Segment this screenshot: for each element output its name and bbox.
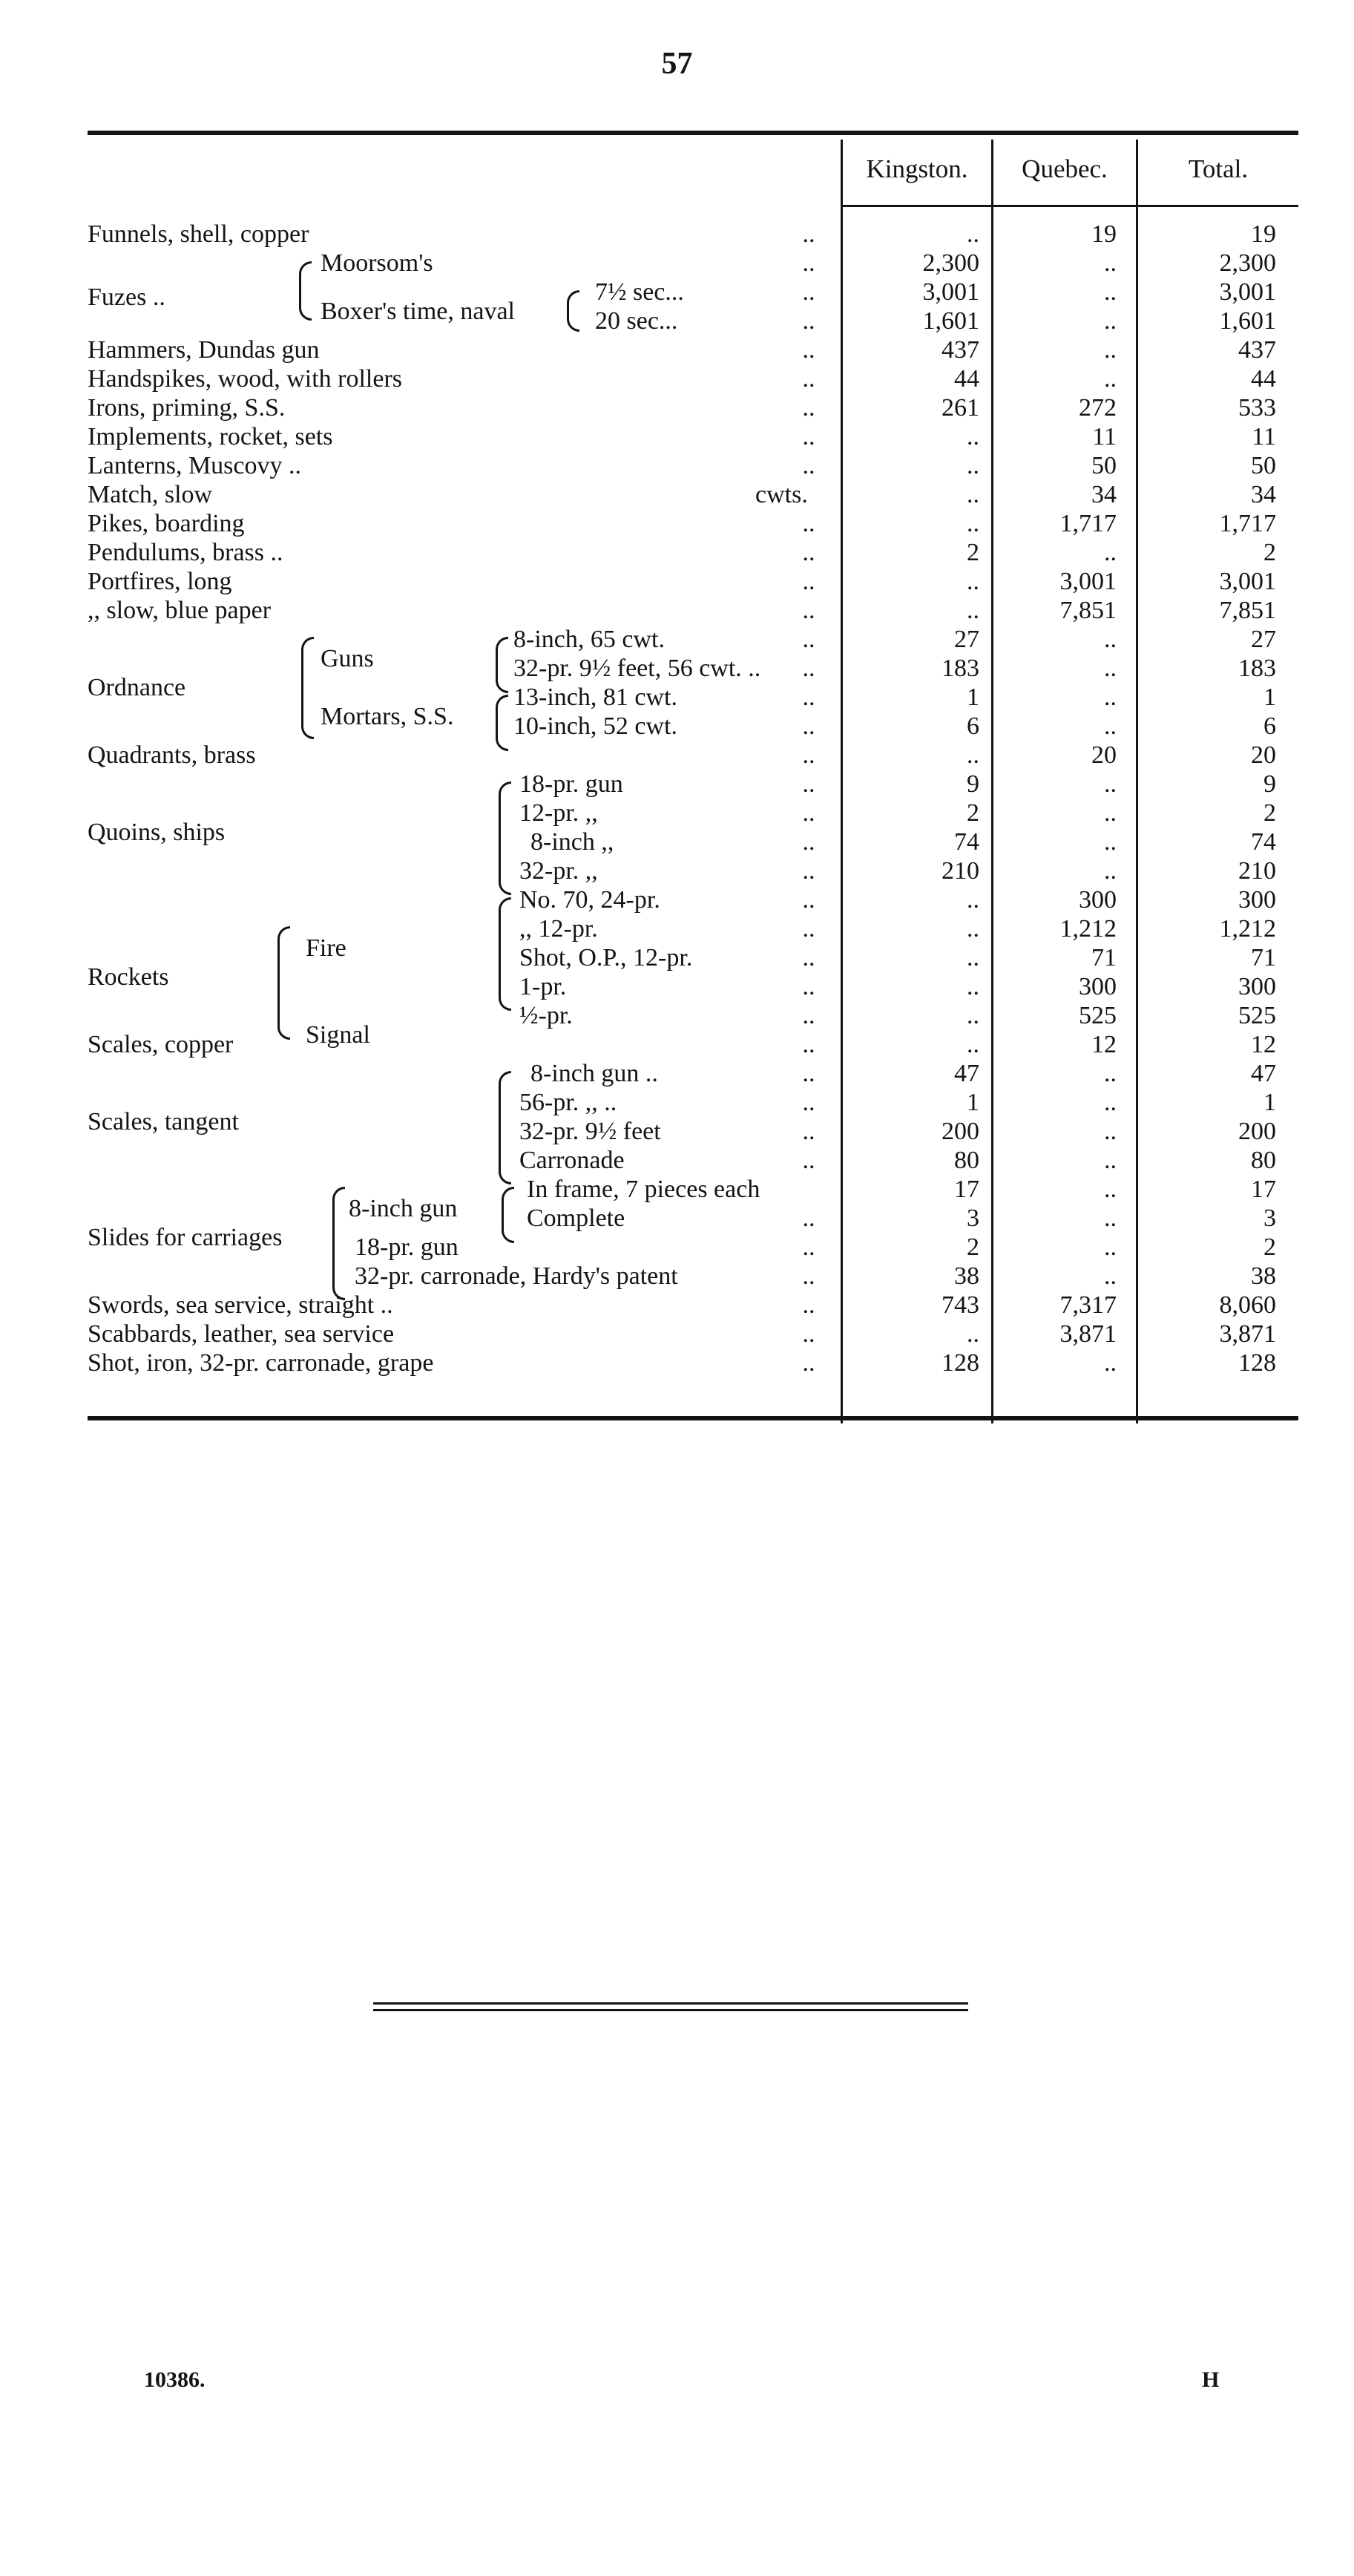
cell-total: 11 — [1252, 423, 1276, 450]
table-row — [0, 1146, 1354, 1175]
cell-quebec: .. — [1104, 684, 1117, 711]
leader-dots: .. — [802, 712, 815, 740]
table-row — [0, 1030, 1354, 1059]
cell-quebec: 272 — [1079, 394, 1117, 422]
table-row — [0, 451, 1354, 480]
cell-total: 2 — [1263, 1233, 1276, 1261]
cell-quebec: 7,851 — [1059, 597, 1117, 624]
leader-dots: .. — [802, 1233, 815, 1261]
table-row — [0, 220, 1354, 249]
cell-total: 3 — [1263, 1205, 1276, 1232]
cell-quebec: .. — [1104, 1118, 1117, 1145]
cell-total: 128 — [1238, 1349, 1276, 1377]
cell-total: 19 — [1251, 220, 1276, 248]
cell-total: 50 — [1251, 452, 1276, 479]
cell-quebec: .. — [1104, 1349, 1117, 1377]
group-label-fuzes: Fuzes .. — [88, 284, 165, 311]
cell-kingston: 261 — [941, 394, 979, 422]
cell-kingston: 210 — [941, 857, 979, 885]
brace-rockets-fire — [499, 897, 511, 1011]
row-label: Irons, priming, S.S. — [88, 394, 286, 422]
cell-quebec: .. — [1104, 770, 1117, 798]
group-label-rockets: Rockets — [88, 963, 169, 991]
table-row — [0, 914, 1354, 943]
leader-dots: .. — [802, 452, 815, 479]
group-label-quoins: Quoins, ships — [88, 819, 226, 846]
leader-dots: .. — [802, 944, 815, 971]
cell-kingston: 128 — [941, 1349, 979, 1377]
column-header-quebec: Quebec. — [1022, 154, 1108, 183]
row-label: Swords, sea service, straight .. — [88, 1291, 393, 1319]
brace-fuzes — [299, 261, 312, 321]
leader-dots: .. — [802, 857, 815, 885]
cell-quebec: 300 — [1079, 886, 1117, 914]
cell-total: 9 — [1263, 770, 1276, 798]
row-sublabel: 13-inch, 81 cwt. — [513, 684, 677, 711]
cell-kingston: 200 — [941, 1118, 979, 1145]
cell-kingston: 743 — [941, 1291, 979, 1319]
cell-total: 38 — [1251, 1262, 1276, 1290]
cell-kingston: 80 — [954, 1147, 979, 1174]
table-row — [0, 885, 1354, 914]
cell-total: 183 — [1238, 655, 1276, 682]
leader-dots: .. — [802, 336, 815, 364]
table-row — [0, 625, 1354, 654]
row-sublabel: Moorsom's — [321, 249, 433, 277]
table-bottom-rule — [88, 1416, 1298, 1420]
cell-total: 2,300 — [1219, 249, 1276, 277]
table-row — [0, 972, 1354, 1001]
cell-kingston: .. — [967, 973, 979, 1000]
leader-dots: .. — [802, 510, 815, 537]
cell-kingston: 3,001 — [922, 278, 979, 306]
cell-total: 437 — [1238, 336, 1276, 364]
row-sublabel: 8-inch ,, — [530, 828, 614, 856]
group-label-scales-tangent: Scales, tangent — [88, 1108, 239, 1135]
group-label-boxers-time: Boxer's time, naval — [321, 298, 516, 325]
table-row — [0, 1348, 1354, 1377]
leader-dots: .. — [802, 1031, 815, 1058]
group-label-slides: Slides for carriages — [88, 1224, 283, 1251]
leader-dots: .. — [802, 915, 815, 943]
group-label-guns: Guns — [321, 645, 374, 672]
cell-kingston: 38 — [954, 1262, 979, 1290]
cell-total: 3,001 — [1219, 568, 1276, 595]
row-sublabel: 12-pr. ,, — [519, 799, 598, 827]
table-row — [0, 480, 1354, 509]
cell-total: 3,001 — [1219, 278, 1276, 306]
cell-quebec: .. — [1104, 249, 1117, 277]
leader-dots: .. — [802, 539, 815, 566]
cell-kingston: 9 — [967, 770, 979, 798]
table-row — [0, 770, 1354, 799]
decorative-double-rule — [373, 2002, 968, 2005]
leader-dots: .. — [802, 1349, 815, 1377]
row-sublabel: ½-pr. — [519, 1002, 573, 1029]
row-label: Pendulums, brass .. — [88, 539, 283, 566]
decorative-double-rule-lower — [373, 2009, 968, 2011]
table-row — [0, 307, 1354, 335]
brace-slides-8inch — [502, 1187, 514, 1243]
leader-dots: .. — [802, 1291, 815, 1319]
row-label: Hammers, Dundas gun — [88, 336, 320, 364]
cell-quebec: .. — [1104, 655, 1117, 682]
cell-quebec: .. — [1104, 828, 1117, 856]
cell-quebec: .. — [1104, 857, 1117, 885]
cell-kingston: .. — [967, 915, 979, 943]
footer-print-number: 10386. — [144, 2367, 206, 2392]
row-sublabel: 18-pr. gun — [519, 770, 623, 798]
cell-total: 1 — [1263, 1089, 1276, 1116]
cell-quebec: .. — [1104, 1089, 1117, 1116]
column-header-total: Total. — [1188, 154, 1249, 183]
group-label-signal: Signal — [306, 1021, 370, 1049]
cell-quebec: 3,001 — [1059, 568, 1117, 595]
cell-kingston: .. — [967, 1320, 979, 1348]
cell-quebec: .. — [1104, 1060, 1117, 1087]
row-label: Handspikes, wood, with rollers — [88, 365, 403, 393]
leader-dots: .. — [802, 278, 815, 306]
leader-dots: .. — [802, 799, 815, 827]
leader-dots: .. — [802, 568, 815, 595]
table-row — [0, 654, 1354, 683]
table-row — [0, 567, 1354, 596]
cell-total: 71 — [1251, 944, 1276, 971]
cell-total: 300 — [1238, 886, 1276, 914]
cell-total: 210 — [1238, 857, 1276, 885]
brace-mortars — [496, 695, 508, 751]
cell-quebec: 1,717 — [1059, 510, 1117, 537]
table-row — [0, 422, 1354, 451]
cell-total: 300 — [1238, 973, 1276, 1000]
cell-kingston: .. — [967, 597, 979, 624]
brace-boxers — [567, 290, 579, 332]
cell-quebec: 525 — [1079, 1002, 1117, 1029]
row-sublabel: 20 sec... — [595, 307, 678, 335]
cell-kingston: 3 — [967, 1205, 979, 1232]
column-header-kingston: Kingston. — [866, 154, 968, 183]
leader-dots: .. — [802, 973, 815, 1000]
brace-ordnance — [301, 637, 314, 739]
cell-kingston: .. — [967, 481, 979, 508]
table-row — [0, 741, 1354, 770]
row-sublabel: 8-inch, 65 cwt. — [513, 626, 665, 653]
table-row — [0, 249, 1354, 278]
cell-quebec: .. — [1104, 1233, 1117, 1261]
leader-dots: .. — [802, 655, 815, 682]
group-label-ordnance: Ordnance — [88, 674, 186, 701]
page-number: 57 — [661, 47, 693, 81]
row-sublabel: 32-pr. ,, — [519, 857, 598, 885]
row-label: Match, slow — [88, 481, 213, 508]
leader-dots: .. — [802, 1002, 815, 1029]
cell-quebec: 11 — [1092, 423, 1117, 450]
row-sublabel: 32-pr. 9½ feet, 56 cwt. .. — [513, 655, 761, 682]
cell-total: 7,851 — [1219, 597, 1276, 624]
cell-total: 1,212 — [1219, 915, 1276, 943]
cell-total: 1 — [1263, 684, 1276, 711]
cell-total: 20 — [1251, 741, 1276, 769]
leader-dots: .. — [802, 626, 815, 653]
cell-kingston: .. — [967, 423, 979, 450]
cell-total: 80 — [1251, 1147, 1276, 1174]
cell-total: 8,060 — [1219, 1291, 1276, 1319]
table-row — [0, 1001, 1354, 1030]
cell-kingston: 2,300 — [922, 249, 979, 277]
table-row — [0, 509, 1354, 538]
cell-kingston: 27 — [954, 626, 979, 653]
row-sublabel: 1-pr. — [519, 973, 567, 1000]
row-sublabel: 8-inch gun .. — [530, 1060, 658, 1087]
leader-dots: .. — [802, 1320, 815, 1348]
cell-kingston: .. — [967, 220, 979, 248]
cell-quebec: 3,871 — [1059, 1320, 1117, 1348]
table-row — [0, 538, 1354, 567]
cell-kingston: .. — [967, 886, 979, 914]
leader-dots: .. — [802, 770, 815, 798]
table-row — [0, 364, 1354, 393]
brace-scales-tangent — [499, 1071, 511, 1184]
footer-signature-mark: H — [1202, 2367, 1220, 2392]
cell-kingston: 1 — [967, 1089, 979, 1116]
brace-rockets — [277, 926, 290, 1040]
cell-kingston: 2 — [967, 799, 979, 827]
row-label: Scales, copper — [88, 1031, 234, 1058]
row-sublabel: No. 70, 24-pr. — [519, 886, 660, 914]
cell-total: 533 — [1238, 394, 1276, 422]
cell-quebec: .. — [1104, 365, 1117, 393]
cell-quebec: 1,212 — [1059, 915, 1117, 943]
leader-dots: .. — [802, 597, 815, 624]
cell-total: 2 — [1263, 539, 1276, 566]
row-sublabel: 10-inch, 52 cwt. — [513, 712, 677, 740]
row-sublabel: In frame, 7 pieces each — [527, 1176, 760, 1203]
cell-kingston: 44 — [954, 365, 979, 393]
table-row — [0, 393, 1354, 422]
leader-dots: .. — [802, 220, 815, 248]
row-sublabel: Carronade — [519, 1147, 625, 1174]
row-label: Shot, iron, 32-pr. carronade, grape — [88, 1349, 434, 1377]
cell-total: 6 — [1263, 712, 1276, 740]
cell-total: 1,601 — [1219, 307, 1276, 335]
table-row — [0, 1320, 1354, 1348]
table-row — [0, 596, 1354, 625]
leader-dots: .. — [802, 423, 815, 450]
leader-dots: .. — [802, 1205, 815, 1232]
cell-quebec: .. — [1104, 712, 1117, 740]
cell-kingston: .. — [967, 944, 979, 971]
cell-kingston: .. — [967, 741, 979, 769]
cell-quebec: .. — [1104, 1205, 1117, 1232]
cell-total: 3,871 — [1219, 1320, 1276, 1348]
leader-dots: .. — [802, 307, 815, 335]
row-label: Portfires, long — [88, 568, 232, 595]
cell-kingston: 437 — [941, 336, 979, 364]
cell-total: 12 — [1251, 1031, 1276, 1058]
row-sublabel: 18-pr. gun — [355, 1233, 459, 1261]
cell-kingston: 74 — [954, 828, 979, 856]
cell-kingston: 17 — [954, 1176, 979, 1203]
leader-dots: .. — [802, 365, 815, 393]
row-sublabel: Complete — [527, 1205, 625, 1232]
cell-total: 44 — [1251, 365, 1276, 393]
leader-dots: .. — [802, 1060, 815, 1087]
table-row — [0, 712, 1354, 741]
cell-quebec: 71 — [1091, 944, 1117, 971]
row-sublabel: 32-pr. 9½ feet — [519, 1118, 661, 1145]
table-row — [0, 683, 1354, 712]
table-row — [0, 278, 1354, 307]
leader-dots: .. — [802, 1262, 815, 1290]
row-label: Funnels, shell, copper — [88, 220, 309, 248]
row-label: Scabbards, leather, sea service — [88, 1320, 395, 1348]
leader-dots: .. — [802, 1147, 815, 1174]
cell-quebec: 300 — [1079, 973, 1117, 1000]
row-sublabel: cwts. — [755, 481, 808, 508]
table-row — [0, 335, 1354, 364]
table-row — [0, 1175, 1354, 1204]
leader-dots: .. — [802, 1089, 815, 1116]
cell-quebec: 19 — [1091, 220, 1117, 248]
cell-quebec: .. — [1104, 307, 1117, 335]
table-row — [0, 943, 1354, 972]
leader-dots: .. — [802, 684, 815, 711]
cell-kingston: 183 — [941, 655, 979, 682]
row-label: Lanterns, Muscovy .. — [88, 452, 302, 479]
leader-dots: .. — [802, 828, 815, 856]
cell-total: 17 — [1251, 1176, 1276, 1203]
leader-dots: .. — [802, 1118, 815, 1145]
cell-quebec: .. — [1104, 1176, 1117, 1203]
row-sublabel: Shot, O.P., 12-pr. — [519, 944, 693, 971]
cell-kingston: 2 — [967, 539, 979, 566]
cell-quebec: 34 — [1091, 481, 1117, 508]
leader-dots: .. — [802, 394, 815, 422]
cell-kingston: .. — [967, 1002, 979, 1029]
cell-kingston: 47 — [954, 1060, 979, 1087]
cell-kingston: .. — [967, 452, 979, 479]
group-label-fire: Fire — [306, 934, 346, 962]
cell-total: 1,717 — [1219, 510, 1276, 537]
cell-quebec: .. — [1104, 278, 1117, 306]
row-label: Quadrants, brass — [88, 741, 256, 769]
table-row — [0, 1059, 1354, 1088]
brace-guns — [496, 637, 508, 693]
leader-dots: .. — [802, 741, 815, 769]
cell-total: 34 — [1251, 481, 1276, 508]
brace-quoins — [499, 781, 511, 895]
row-label: ,, slow, blue paper — [88, 597, 272, 624]
brace-slides — [332, 1187, 345, 1300]
cell-total: 2 — [1263, 799, 1276, 827]
cell-total: 200 — [1238, 1118, 1276, 1145]
cell-quebec: 12 — [1091, 1031, 1117, 1058]
cell-total: 47 — [1251, 1060, 1276, 1087]
cell-quebec: .. — [1104, 1147, 1117, 1174]
row-sublabel: 56-pr. ,, .. — [519, 1089, 617, 1116]
cell-quebec: .. — [1104, 336, 1117, 364]
cell-total: 27 — [1251, 626, 1276, 653]
group-label-mortars: Mortars, S.S. — [321, 703, 454, 730]
cell-kingston: 1,601 — [922, 307, 979, 335]
group-label-slide-8inch: 8-inch gun — [349, 1195, 458, 1222]
table-row — [0, 1291, 1354, 1320]
cell-kingston: 2 — [967, 1233, 979, 1261]
cell-quebec: 7,317 — [1059, 1291, 1117, 1319]
cell-quebec: .. — [1104, 799, 1117, 827]
table-row — [0, 856, 1354, 885]
row-sublabel: 7½ sec... — [595, 278, 684, 306]
cell-quebec: 20 — [1091, 741, 1117, 769]
leader-dots: .. — [802, 249, 815, 277]
row-label: Pikes, boarding — [88, 510, 245, 537]
cell-quebec: .. — [1104, 626, 1117, 653]
table-row — [0, 1262, 1354, 1291]
cell-total: 525 — [1238, 1002, 1276, 1029]
cell-kingston: .. — [967, 1031, 979, 1058]
cell-total: 74 — [1251, 828, 1276, 856]
cell-quebec: 50 — [1091, 452, 1117, 479]
cell-kingston: .. — [967, 568, 979, 595]
leader-dots: .. — [802, 886, 815, 914]
row-label: Implements, rocket, sets — [88, 423, 333, 450]
row-sublabel: ,, 12-pr. — [519, 915, 598, 943]
cell-kingston: .. — [967, 510, 979, 537]
cell-kingston: 6 — [967, 712, 979, 740]
cell-quebec: .. — [1104, 539, 1117, 566]
cell-kingston: 1 — [967, 684, 979, 711]
cell-quebec: .. — [1104, 1262, 1117, 1290]
row-sublabel: 32-pr. carronade, Hardy's patent — [355, 1262, 678, 1290]
